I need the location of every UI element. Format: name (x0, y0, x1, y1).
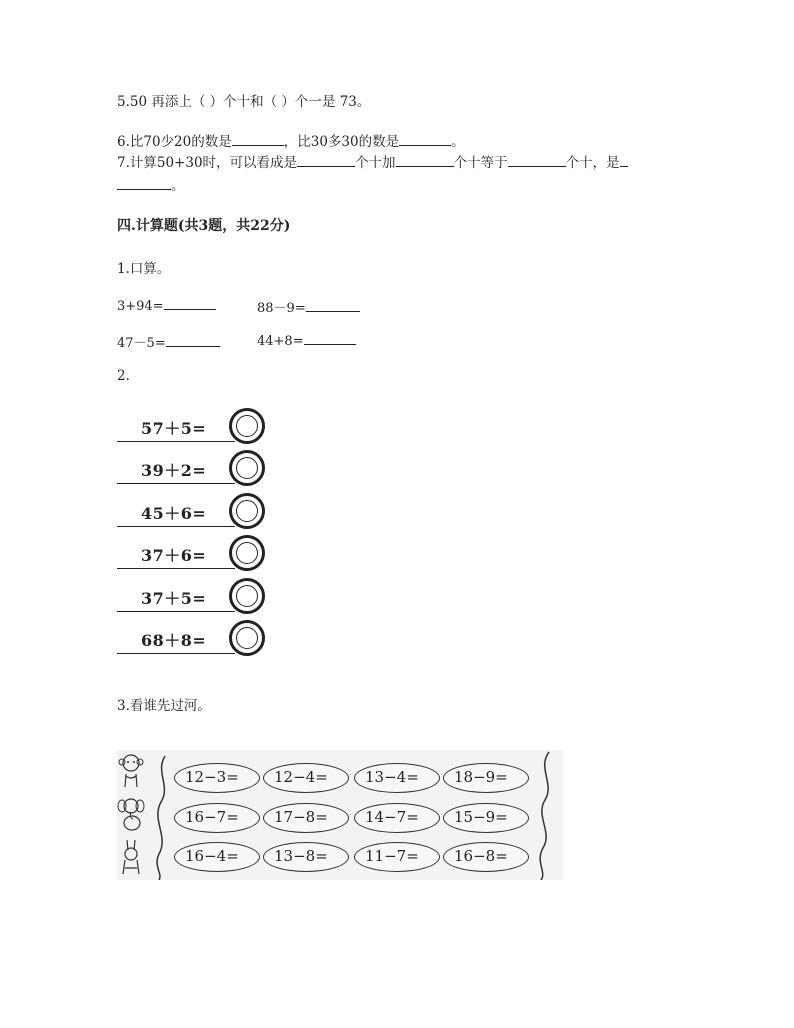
question-6-part-a: 6.比70少20的数是 (117, 134, 232, 150)
answer-blank[interactable] (117, 177, 171, 190)
circle-question-row (117, 410, 277, 450)
oral-expression: 44+8= (257, 334, 304, 349)
underline (117, 653, 235, 654)
answer-blank[interactable] (508, 154, 566, 167)
oral-item (257, 297, 360, 316)
answer-circle[interactable] (229, 408, 265, 444)
answer-circle[interactable] (229, 493, 265, 529)
answer-blank[interactable] (304, 332, 356, 345)
circle-question-row (117, 622, 277, 662)
answer-blank[interactable] (396, 154, 454, 167)
oral-item (117, 297, 216, 314)
question-7-part-c: 个十等于 (453, 155, 508, 171)
underline (117, 611, 235, 612)
answer-blank[interactable] (620, 154, 628, 167)
question-7-part-a: 7.计算50+30时，可以看成是 (117, 155, 298, 171)
underline (117, 526, 235, 527)
answer-circle[interactable] (229, 535, 265, 571)
answer-blank[interactable] (232, 133, 284, 146)
addition-expression: 37＋5= (141, 589, 207, 608)
monkey-icon (117, 752, 147, 792)
question-6-part-c: 。 (451, 134, 465, 150)
question-2-label: 2. (117, 368, 130, 384)
subtraction-oval: 11−7= (354, 842, 440, 872)
question-5: 5.50 再添上（ ）个十和（ ）个一是 73。 (117, 94, 371, 110)
addition-expression: 39＋2= (141, 461, 207, 480)
answer-blank[interactable] (166, 334, 220, 347)
subtraction-oval: 16−8= (443, 842, 529, 872)
subtraction-oval: 16−7= (174, 803, 260, 833)
elephant-icon (117, 795, 147, 835)
circle-question-row (117, 452, 277, 492)
question-6-part-b: ，比30多30的数是 (283, 134, 400, 150)
question-7 (117, 154, 628, 172)
oral-title: 1.口算。 (117, 261, 171, 277)
answer-circle[interactable] (229, 578, 265, 614)
section-heading: 四.计算题(共3题，共22分) (117, 218, 291, 234)
river-illustration (117, 750, 563, 880)
subtraction-oval: 15−9= (443, 803, 529, 833)
subtraction-oval: 13−8= (263, 842, 349, 872)
underline (117, 441, 235, 442)
subtraction-oval: 12−3= (174, 763, 260, 793)
subtraction-oval: 16−4= (174, 842, 260, 872)
addition-expression: 68＋8= (141, 631, 207, 650)
question-6 (117, 133, 465, 151)
circle-question-row (117, 580, 277, 620)
circle-question-row (117, 537, 277, 577)
subtraction-oval: 13−4= (354, 763, 440, 793)
rabbit-icon (117, 838, 147, 878)
subtraction-oval: 14−7= (354, 803, 440, 833)
oral-expression: 3+94= (117, 299, 164, 314)
subtraction-oval: 12−4= (263, 763, 349, 793)
addition-expression: 37＋6= (141, 546, 207, 565)
circle-question-row (117, 495, 277, 535)
underline (117, 483, 235, 484)
oral-expression: 47－5= (117, 336, 166, 351)
answer-circle[interactable] (229, 620, 265, 656)
addition-expression: 45＋6= (141, 504, 207, 523)
question-7-part-e: 。 (171, 178, 185, 194)
answer-blank[interactable] (164, 297, 216, 310)
question-3-title: 3.看谁先过河。 (117, 698, 211, 714)
question-7-part-b: 个十加 (355, 155, 396, 171)
oral-item (117, 332, 220, 351)
oral-expression: 88－9= (257, 301, 306, 316)
answer-blank[interactable] (297, 154, 355, 167)
oral-item (257, 332, 356, 349)
question-7-part-d: 个十，是 (565, 155, 620, 171)
question-7-continued (117, 177, 185, 195)
underline (117, 568, 235, 569)
answer-circle[interactable] (229, 450, 265, 486)
addition-expression: 57＋5= (141, 419, 207, 438)
subtraction-oval: 17−8= (263, 803, 349, 833)
answer-blank[interactable] (399, 133, 451, 146)
subtraction-oval: 18−9= (443, 763, 529, 793)
answer-blank[interactable] (306, 299, 360, 312)
